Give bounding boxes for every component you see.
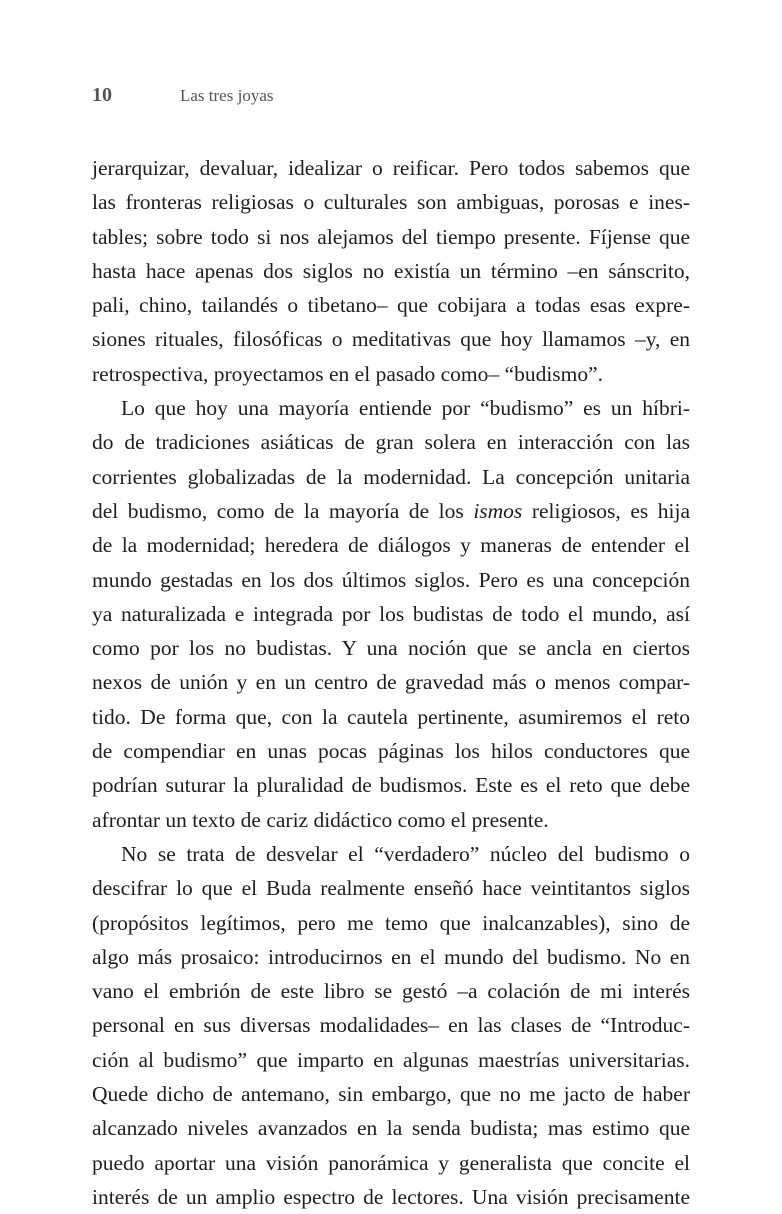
text-line: corrientes globalizadas de la modernidad. La concepción unitaria bbox=[92, 464, 690, 489]
text-line: de la modernidad; heredera de diálogos y maneras de entender el bbox=[92, 533, 690, 558]
text-line: nexos de unión y en un centro de gravedad más o menos compar- bbox=[92, 670, 690, 695]
text-line: hasta hace apenas dos siglos no existía un término –en sánscrito, bbox=[92, 258, 690, 283]
text-line: mundo gestadas en los dos últimos siglos. Pero es una concepción bbox=[92, 567, 690, 592]
running-header bbox=[92, 84, 273, 114]
text-line: algo más prosaico: introducirnos en el mundo del budismo. No en bbox=[92, 944, 690, 969]
paragraph bbox=[92, 391, 690, 837]
text-line: vano el embrión de este libro se gestó –a colación de mi interés bbox=[92, 979, 690, 1004]
text-line: No se trata de desvelar el “verdadero” núcleo del budismo o bbox=[121, 841, 690, 866]
text-line: ción al budismo” que imparto en algunas maestrías universitarias. bbox=[92, 1047, 690, 1072]
text-line: siones rituales, filosóficas o meditativas que hoy llamamos –y, en bbox=[92, 327, 690, 352]
text-line: alcanzado niveles avanzados en la senda budista; mas estimo que bbox=[92, 1116, 690, 1141]
text-line: Lo que hoy una mayoría entiende por “budismo” es un híbri- bbox=[121, 396, 690, 421]
text-line: jerarquizar, devaluar, idealizar o reificar. Pero todos sabemos que bbox=[92, 156, 690, 180]
text-line: del budismo, como de la mayoría de los ismos religiosos, es hija bbox=[92, 498, 690, 523]
text-line: tido. De forma que, con la cautela pertinente, asumiremos el reto bbox=[92, 704, 690, 729]
text-line: retrospectiva, proyectamos en el pasado como– “budismo”. bbox=[92, 361, 604, 386]
text-line: pali, chino, tailandés o tibetano– que cobijara a todas esas expre- bbox=[92, 293, 690, 318]
running-title: Las tres joyas bbox=[180, 86, 274, 105]
text-line: las fronteras religiosas o culturales son ambiguas, porosas e ines- bbox=[92, 190, 690, 215]
text-line: (propósitos legítimos, pero me temo que inalcanzables), sino de bbox=[92, 910, 690, 935]
text-line: ya naturalizada e integrada por los budistas de todo el mundo, así bbox=[92, 601, 690, 626]
text-line: descifrar lo que el Buda realmente enseñó hace veintitantos siglos bbox=[92, 876, 690, 901]
text-line: personal en sus diversas modalidades– en las clases de “Introduc- bbox=[92, 1013, 690, 1038]
text-line: podrían suturar la pluralidad de budismos. Este es el reto que debe bbox=[92, 773, 690, 798]
paragraph bbox=[92, 837, 690, 1214]
text-line: como por los no budistas. Y una noción que se ancla en ciertos bbox=[92, 636, 690, 661]
text-line: de compendiar en unas pocas páginas los hilos conductores que bbox=[92, 739, 690, 764]
text-line: interés de un amplio espectro de lectores. Una visión precisamente bbox=[92, 1184, 690, 1209]
body-text bbox=[92, 151, 690, 1214]
paragraph bbox=[92, 151, 690, 391]
text-line: Quede dicho de antemano, sin embargo, que no me jacto de haber bbox=[92, 1082, 690, 1107]
text-line: afrontar un texto de cariz didáctico como el presente. bbox=[92, 807, 549, 832]
page-number: 10 bbox=[92, 84, 112, 106]
text-line: do de tradiciones asiáticas de gran solera en interacción con las bbox=[92, 430, 690, 455]
text-line: puedo aportar una visión panorámica y generalista que concite el bbox=[92, 1150, 690, 1175]
text-line: tables; sobre todo si nos alejamos del tiempo presente. Fíjense que bbox=[92, 224, 690, 249]
